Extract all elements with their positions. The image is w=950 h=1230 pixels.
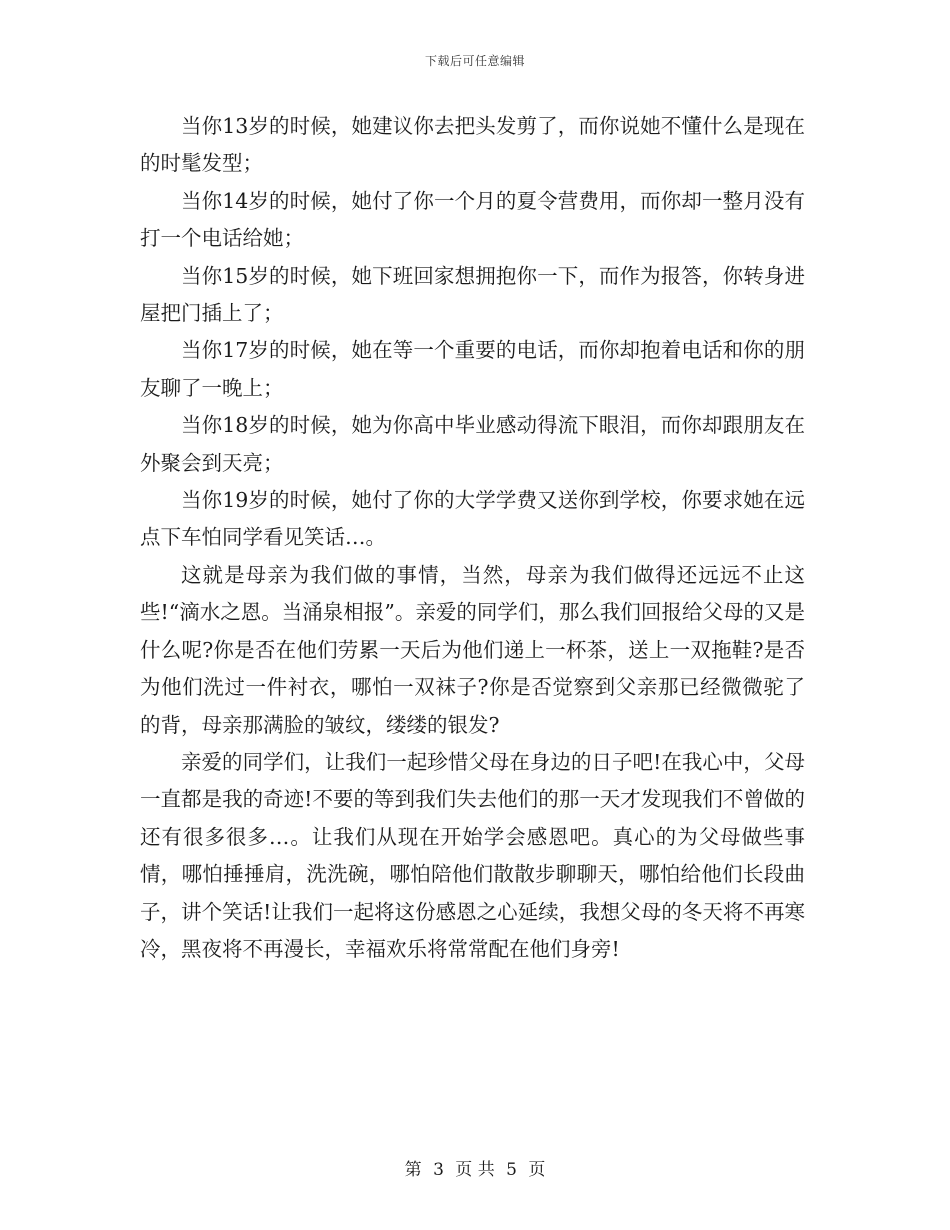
paragraph-gratitude-call: 亲爱的同学们，让我们一起珍惜父母在身边的日子吧!在我心中，父母一直都是我的奇迹!不要的等到我们失去他们的那一天才发现我们不曾做的还有很多很多…。让我们从现在开始学会感恩吧。真心的为父母做些事情，哪怕捶捶肩，洗洗碗，哪怕陪他们散散步聊聊天，哪怕给他们长段曲子，讲个笑话!让我们一起将这份感恩之心延续，我想父母的冬天将不再寒冷，黑夜将不再漫长，幸福欢乐将常常配在他们身旁!: [140, 749, 805, 961]
paragraph-age-14: 当你14岁的时候，她付了你一个月的夏令营费用，而你却一整月没有打一个电话给她；: [140, 188, 805, 251]
page-footer: [0, 1155, 950, 1180]
document-body: [140, 108, 805, 968]
page-suffix: 页: [528, 1160, 546, 1180]
page-total: 5: [506, 1160, 517, 1180]
paragraph-age-13: 当你13岁的时候，她建议你去把头发剪了，而你说她不懂什么是现在的时髦发型；: [140, 114, 805, 176]
page-mid: 页 共: [455, 1160, 495, 1180]
page-number: 3: [433, 1160, 444, 1180]
page-header-note: 下载后可任意编辑: [424, 54, 525, 68]
page-prefix: 第: [404, 1160, 422, 1180]
paragraph-age-15: 当你15岁的时候，她下班回家想拥抱你一下，而作为报答，你转身进屋把门插上了；: [140, 263, 805, 326]
paragraph-age-18: 当你18岁的时候，她为你高中毕业感动得流下眼泪，而你却跟朋友在外聚会到天亮；: [140, 413, 805, 475]
paragraph-mother-deeds: 这就是母亲为我们做的事情，当然，母亲为我们做得还远远不止这些!“滴水之恩。当涌泉相报”。亲爱的同学们，那么我们回报给父母的又是什么呢?你是否在他们劳累一天后为他们递上一杯茶，送上一双拖鞋?是否为他们洗过一件衬衣，哪怕一双袜子?你是否觉察到父亲那已经微微驼了的背，母亲那满脸的皱纹，缕缕的银发?: [140, 562, 805, 737]
paragraph-age-19: 当你19岁的时候，她付了你的大学学费又送你到学校，你要求她在远点下车怕同学看见笑话…。: [140, 488, 805, 550]
paragraph-age-17: 当你17岁的时候，她在等一个重要的电话，而你却抱着电话和你的朋友聊了一晚上；: [140, 338, 805, 400]
